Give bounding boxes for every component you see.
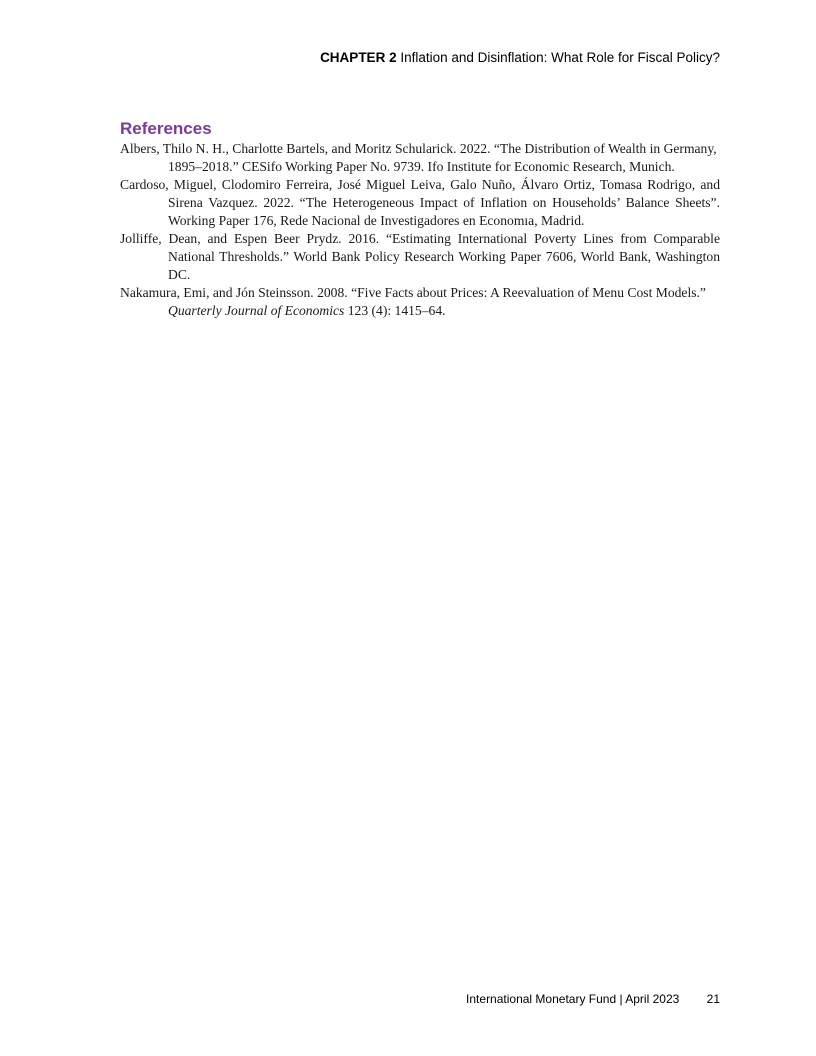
reference-item-cardoso: Cardoso, Miguel, Clodomiro Ferreira, José Miguel Leiva, Galo Nuño, Álvaro Ortiz, Tomasa Rodrigo, and Sirena Vazquez. 2022. “The Heterogeneous Impact of Inflation on Households’ Balance Sheets”. Working Paper 176, Rede Nacional de Investigadores en Economıa, Madrid. bbox=[120, 177, 720, 228]
publisher-date: International Monetary Fund | April 2023 bbox=[466, 992, 680, 1006]
reference-list bbox=[120, 140, 720, 320]
reference-item-nakamura bbox=[120, 284, 720, 320]
page-number: 21 bbox=[706, 992, 720, 1006]
journal-title: Quarterly Journal of Economics bbox=[168, 303, 345, 318]
reference-item-albers: Albers, Thilo N. H., Charlotte Bartels, and Moritz Schularick. 2022. “The Distribution of Wealth in Germany, 1895–2018.” CESifo Working Paper No. 9739. Ifo Institute for Economic Research, Munich. bbox=[120, 141, 717, 174]
chapter-title: Inflation and Disinflation: What Role for Fiscal Policy? bbox=[400, 50, 720, 65]
references-heading: References bbox=[120, 119, 212, 138]
running-footer bbox=[466, 992, 720, 1006]
reference-text-before: Nakamura, Emi, and Jón Steinsson. 2008. “Five Facts about Prices: A Reevaluation of Menu Cost Models.” bbox=[120, 285, 706, 300]
chapter-label: CHAPTER 2 bbox=[320, 50, 397, 65]
running-header bbox=[320, 50, 720, 65]
reference-item-jolliffe: Jolliffe, Dean, and Espen Beer Prydz. 2016. “Estimating International Poverty Lines from Comparable National Thresholds.” World Bank Policy Research Working Paper 7606, World Bank, Washington DC. bbox=[120, 231, 720, 282]
reference-text-after: 123 (4): 1415–64. bbox=[344, 303, 446, 318]
